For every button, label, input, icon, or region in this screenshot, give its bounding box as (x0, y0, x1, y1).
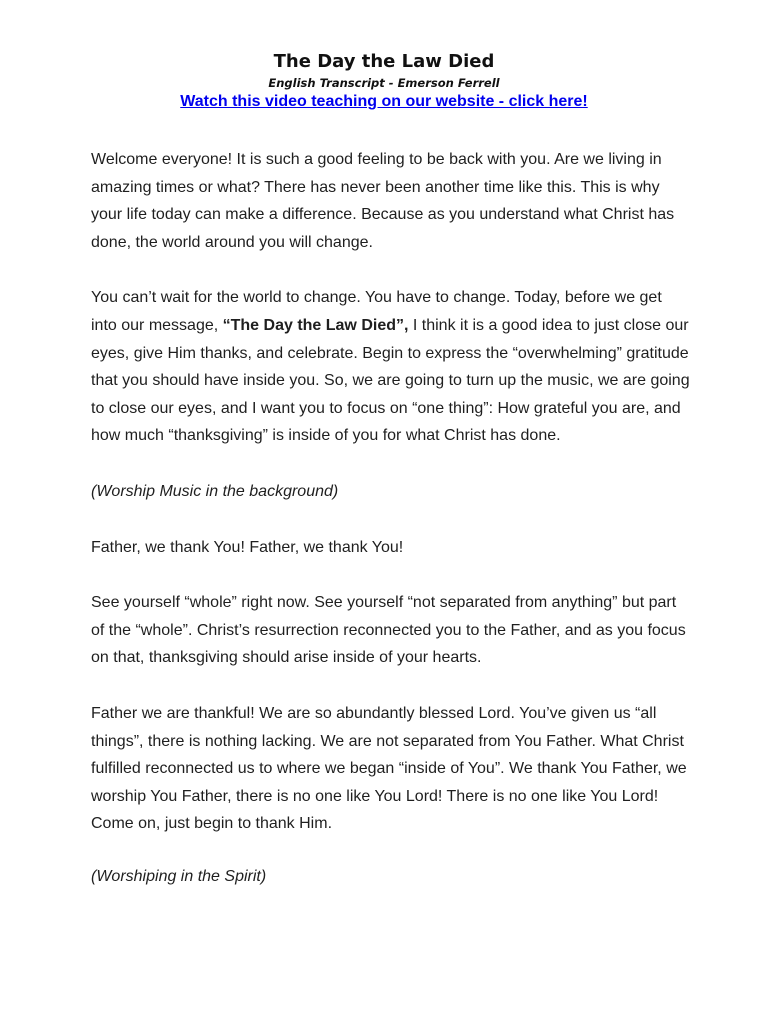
paragraph-change-text-start: You can’t wait for the world to change. You have to change. Today, before we get into our message, (91, 289, 662, 334)
paragraph-see-yourself: See yourself “whole” right now. See yourself “not separated from anything” but part of the “whole”. Christ’s resurrection reconnected you to the Father, and as you focus on that, thanksgiving should arise inside of your hearts. (91, 594, 686, 667)
document-title: The Day the Law Died (273, 51, 495, 72)
paragraph-thank-you: Father, we thank You! Father, we thank You! (91, 538, 404, 556)
document-header (0, 49, 768, 113)
document-subtitle: English Transcript - Emerson Ferrell (268, 76, 500, 90)
paragraph-change-text-end: I think it is a good idea to just close our eyes, give Him thanks, and celebrate. Begin to express the “overwhelming” gratitude that you should have inside you. So, we are going to turn up the music, we are going to close our eyes, and I want you to focus on “one thing”: How grateful you are, and how much “thanksgiving” is inside of you for what Christ has done. (91, 316, 690, 445)
paragraph-change (91, 284, 691, 450)
paragraph-welcome: Welcome everyone! It is such a good feeling to be back with you. Are we living in amazing times or what? There has never been another time like this. This is why your life today can make a difference. Because as you understand what Christ has done, the world around you will change. (91, 151, 675, 251)
transcript-body (91, 146, 691, 890)
paragraph-thankful: Father we are thankful! We are so abundantly blessed Lord. You’ve given us “all things”, there is nothing lacking. We are not separated from You Father. What Christ fulfilled reconnected us to where we began “inside of You”. We thank You Father, we worship You Father, there is no one like You Lord! There is no one like You Lord! Come on, just begin to thank Him. (91, 704, 687, 833)
stage-note-worshiping-spirit: (Worshiping in the Spirit) (91, 867, 267, 885)
stage-note-worship-music: (Worship Music in the background) (91, 482, 339, 500)
message-title-bold: “The Day the Law Died”, (222, 316, 409, 334)
watch-video-link[interactable]: Watch this video teaching on our website - click here! (180, 93, 588, 110)
